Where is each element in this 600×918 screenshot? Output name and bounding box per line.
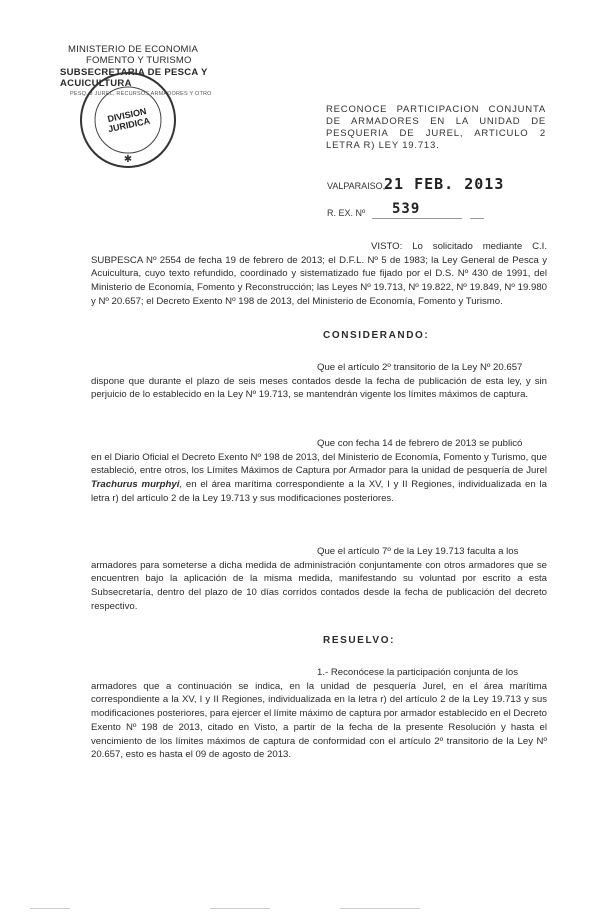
footer-mark-right xyxy=(340,908,420,909)
visto-text: VISTO: Lo solicitado mediante C.I. SUBPESCA Nº 2554 de fecha 19 de febrero de 2013; el D.F.L. Nº 5 de 1983; la Ley General de Pesca y Acuicultura, cuyo texto refundido, coordinado y sistematizado fue fijado por el D.S. Nº 430 de 1991, del Ministerio de Economía, Fomento y Reconstrucción; las Leyes Nº 19.713, Nº 19.822, Nº 19.849, Nº 19.980 y Nº 20.657; el Decreto Exento Nº 198 de 2013, del Ministerio de Economía, Fomento y Turismo. xyxy=(91,241,547,307)
resuelvo-1 xyxy=(91,666,547,762)
rex-number: 539 xyxy=(392,201,421,217)
place-label: VALPARAISO, xyxy=(327,181,386,191)
subsecretaria-name: SUBSECRETARIA DE PESCA Y ACUICULTURA xyxy=(60,67,208,89)
considerando-1-lead: Que el artículo 2º transitorio de la Ley Nº 20.657 xyxy=(317,362,523,373)
ministry-subtitle: FOMENTO Y TURISMO xyxy=(86,55,192,66)
rex-underline xyxy=(372,218,462,219)
considerando-1-text: dispone que durante el plazo de seis meses contados desde la fecha de publicación de esta ley, y sin perjuicio de lo establecido en la Ley Nº 19.713, se mantendrán vigente los límites máximos de captura. xyxy=(91,375,547,401)
species-name: Trachurus murphyi xyxy=(91,479,180,491)
header-reference: PESQ. 3 JUREL, RECURSOS ARMADORES Y OTRO xyxy=(70,91,212,97)
resuelvo-heading: RESUELVO: xyxy=(323,635,395,646)
considerando-3 xyxy=(91,545,547,614)
resolution-summary: RECONOCE PARTICIPACION CONJUNTA DE ARMADORES EN LA UNIDAD DE PESQUERIA DE JUREL, ARTICULO 2 LETRA R) LEY 19.713. xyxy=(326,104,546,151)
resuelvo-1-lead: 1.- Reconócese la participación conjunta de los xyxy=(317,667,519,678)
considerando-2-lead: Que con fecha 14 de febrero de 2013 se publicó xyxy=(317,438,523,449)
ministry-name: MINISTERIO DE ECONOMIA xyxy=(68,44,199,55)
footer-mark-center xyxy=(210,908,270,909)
considerando-heading: CONSIDERANDO: xyxy=(323,330,430,341)
footer-mark-left xyxy=(30,908,70,909)
visto-paragraph xyxy=(91,240,547,309)
rex-label: R. EX. Nº xyxy=(327,208,366,218)
considerando-2-text-b: , en el área marítima correspondiente a la XV, I y II Regiones, individualizada en la letra r) del artículo 2 de la Ley 19.713 y sus modificaciones posteriores. xyxy=(91,479,547,504)
considerando-2-text xyxy=(91,451,547,506)
considerando-2-text-a: en el Diario Oficial el Decreto Exento Nº 198 de 2013, del Ministerio de Economía, Fomento y Turismo, que estableció, entre otros, los Límites Máximos de Captura por Armador para la unidad de pesquería de Jurel xyxy=(91,451,547,477)
resuelvo-1-text: armadores que a continuación se indica, en la unidad de pesquería Jurel, en el área marítima correspondiente a la XV, I y II Regiones, individualizada en la letra r) del artículo 2 de la Ley 19.713 y sus modificaciones posteriores, para ejercer el límite máximo de captura por armador establecido en el Decreto Exento Nº 198 de 2013, citado en Visto, a partir de la fecha de la presente Resolución y hasta el vencimiento de los límites máximos de captura de conformidad con el artículo 2º transitorio de la Ley Nº 20.657, esto es hasta el 09 de agosto de 2013. xyxy=(91,680,547,761)
stamp-center-text: DIVISION JURIDICA xyxy=(106,106,151,135)
considerando-3-text: armadores para someterse a dicha medida de administración conjuntamente con otros armadores que se encuentren bajo la aplicación de la misma medida, manifestando su voluntad por escrito a esta Subsecretaría, dentro del plazo de 10 días corridos contados desde la fecha de publicación del decreto respectivo. xyxy=(91,559,547,612)
considerando-1 xyxy=(91,361,547,402)
considerando-2 xyxy=(91,437,547,506)
resolution-date: 21 FEB. 2013 xyxy=(384,175,505,193)
svg-text:✱: ✱ xyxy=(123,154,133,165)
rex-underline-short xyxy=(470,218,484,219)
considerando-3-lead: Que el artículo 7º de la Ley 19.713 faculta a los xyxy=(317,546,519,557)
